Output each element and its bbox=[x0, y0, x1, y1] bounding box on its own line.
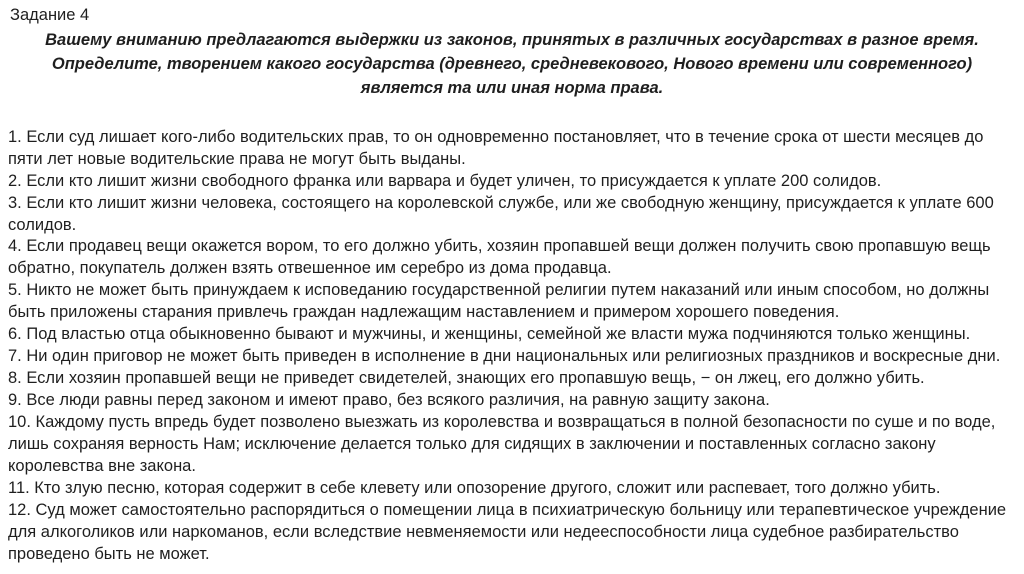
list-item: 2. Если кто лишит жизни свободного франка или варвара и будет уличен, то присуждается к уплате 200 солидов. bbox=[8, 171, 882, 190]
list-item: 7. Ни один приговор не может быть приведен в исполнение в дни национальных или религиозных праздников и воскресные дни. bbox=[8, 347, 1001, 366]
list-item: 11. Кто злую песню, которая содержит в себе клевету или опозорение другого, сложит или распевает, того должно убить. bbox=[8, 478, 941, 497]
list-item: 12. Суд может самостоятельно распорядиться о помещении лица в психиатрическую больницу или терапевтическое учреждение для алкоголиков или наркоманов, если вследствие невменяемости или недееспособности лица судебное разбирательство проведено быть не может. bbox=[8, 500, 1007, 563]
task-intro: Вашему вниманию предлагаются выдержки из законов, принятых в различных государствах в разное время. Определите, творением какого государства (древнего, средневекового, Нового времени или современного) является та или иная норма права. bbox=[45, 31, 979, 97]
list-item: 4. Если продавец вещи окажется вором, то его должно убить, хозяин пропавшей вещи должен получить свою пропавшую вещь обратно, покупатель должен взять отвешенное им серебро из дома продавца. bbox=[8, 237, 991, 278]
task-title: Задание 4 bbox=[10, 6, 90, 24]
list-item: 9. Все люди равны перед законом и имеют право, без всякого различия, на равную защиту закона. bbox=[8, 391, 770, 410]
list-item: 1. Если суд лишает кого-либо водительских прав, то он одновременно постановляет, что в течение срока от шести месяцев до пяти лет новые водительские права не могут быть выданы. bbox=[8, 127, 984, 168]
list-item: 10. Каждому пусть впредь будет позволено выезжать из королевства и возвращаться в полной безопасности по суше и по воде, лишь сохраняя верность Нам; исключение делается только для сидящих в заключении и поставленных согласно закону королевства вне закона. bbox=[8, 412, 996, 475]
list-item: 6. Под властью отца обыкновенно бывают и мужчины, и женщины, семейной же власти мужа подчиняются только женщины. bbox=[8, 325, 971, 344]
list-item: 3. Если кто лишит жизни человека, состоящего на королевской службе, или же свободную женщину, присуждается к уплате 600 солидов. bbox=[8, 193, 994, 234]
list-item: 5. Никто не может быть принуждаем к исповеданию государственной религии путем наказаний или иным способом, но должны быть приложены старания привлечь граждан надлежащим наставлением и примером хорошего поведения. bbox=[8, 281, 990, 322]
law-excerpts-list bbox=[8, 127, 1016, 566]
list-item: 8. Если хозяин пропавшей вещи не приведет свидетелей, знающих его пропавшую вещь, − он лжец, его должно убить. bbox=[8, 369, 925, 388]
